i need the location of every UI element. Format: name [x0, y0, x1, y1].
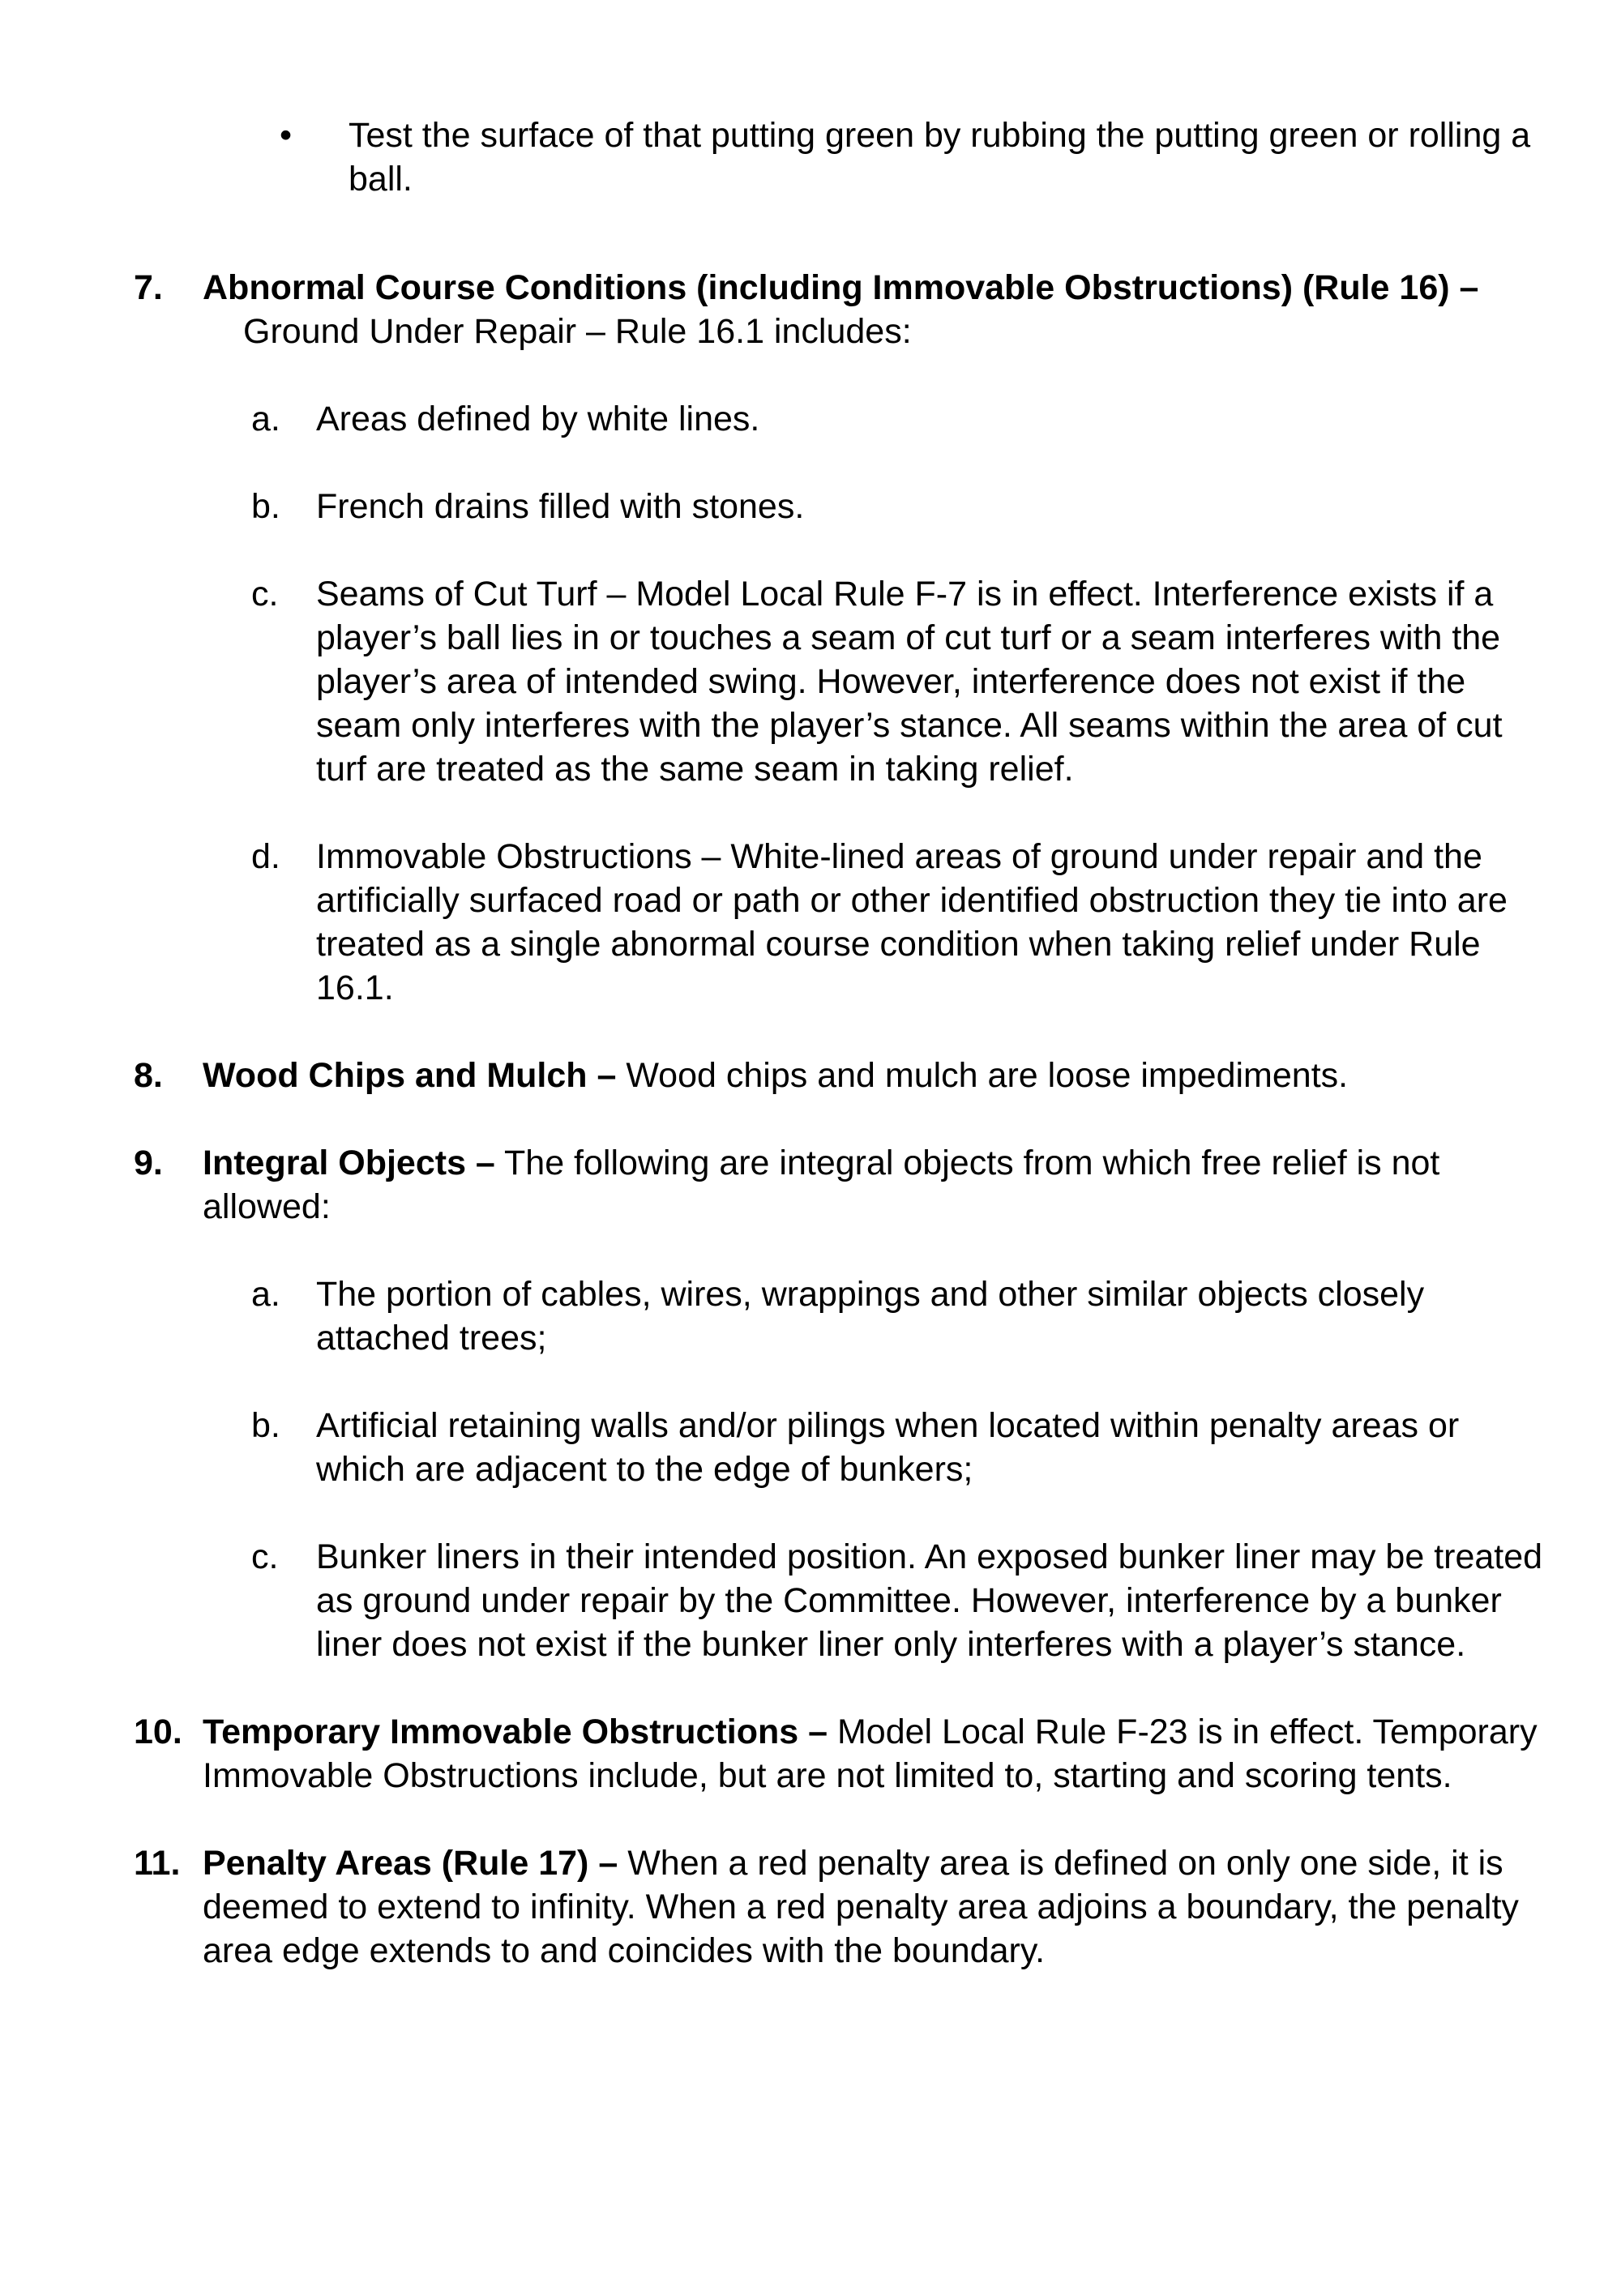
- list-item-7: [0, 266, 1621, 1010]
- subitem-letter: a.: [251, 400, 280, 438]
- subitem-text: French drains filled with stones.: [316, 487, 805, 526]
- bullet-text: Test the surface of that putting green by rubbing the putting green or rolling a ball.: [349, 116, 1531, 199]
- subitem-9c: [251, 1535, 1544, 1666]
- item-text: When a red penalty area is defined on only one side, it is deemed to extend to infinity. When a red penalty area adjoins a boundary, the penalty area edge extends to and coincides with the boundary.: [203, 1844, 1519, 1970]
- item-text: Wood chips and mulch are loose impediments.: [626, 1056, 1349, 1095]
- subitem-9a: [251, 1272, 1544, 1360]
- item-paragraph: [203, 1141, 1544, 1229]
- item-title: Wood Chips and Mulch –: [203, 1056, 617, 1095]
- item-number: 8.: [134, 1056, 163, 1095]
- item-content: [203, 1054, 1544, 1097]
- subitem-letter: d.: [251, 837, 280, 876]
- list-item-9: [0, 1141, 1621, 1666]
- item-number: 7.: [134, 268, 163, 307]
- item-title: Abnormal Course Conditions (including Immovable Obstructions) (Rule 16) –: [203, 268, 1479, 307]
- subitem-letter: b.: [251, 1406, 280, 1445]
- item-number: 10.: [134, 1712, 182, 1751]
- bullet-item: [0, 113, 1621, 201]
- item-content: [203, 1710, 1544, 1798]
- subitem-7b: [251, 485, 1544, 528]
- list-item-10: [0, 1710, 1621, 1798]
- subitem-text: Immovable Obstructions – White-lined areas of ground under repair and the artificially surfaced road or path or other identified obstruction they tie into are treated as a single abnormal course condition when taking relief under Rule 16.1.: [316, 837, 1508, 1007]
- bullet-icon: •: [280, 116, 293, 155]
- item-heading: [203, 266, 1544, 310]
- subitem-7a: [251, 397, 1544, 441]
- item-content: [203, 1841, 1544, 1973]
- item-title: Temporary Immovable Obstructions –: [203, 1712, 828, 1751]
- item-number: 11.: [134, 1844, 181, 1883]
- list-item-8: [0, 1054, 1621, 1097]
- item-text: The following are integral objects from which free relief is not allowed:: [203, 1144, 1440, 1226]
- item-content: [203, 1141, 1544, 1666]
- subitem-text: Artificial retaining walls and/or pilings when located within penalty areas or which are adjacent to the edge of bunkers;: [316, 1406, 1460, 1489]
- item-paragraph: [203, 1841, 1544, 1973]
- subitem-letter: b.: [251, 487, 280, 526]
- item-paragraph: [203, 1710, 1544, 1798]
- item-subtitle: Ground Under Repair – Rule 16.1 includes:: [243, 312, 912, 351]
- subitem-text: The portion of cables, wires, wrappings and other similar objects closely attached trees;: [316, 1275, 1425, 1358]
- item-title: Penalty Areas (Rule 17) –: [203, 1844, 618, 1883]
- item-text: Model Local Rule F-23 is in effect. Temporary Immovable Obstructions include, but are not limited to, starting and scoring tents.: [203, 1712, 1538, 1795]
- subitem-letter: c.: [251, 575, 279, 614]
- item-content: [203, 266, 1544, 1010]
- item-paragraph: [203, 1054, 1544, 1097]
- subitem-7d: [251, 835, 1544, 1010]
- item-title: Integral Objects –: [203, 1144, 495, 1182]
- subitem-7c: [251, 572, 1544, 791]
- item-number: 9.: [134, 1144, 163, 1182]
- subitem-text: Areas defined by white lines.: [316, 400, 760, 438]
- subitem-text: Bunker liners in their intended position. An exposed bunker liner may be treated as ground under repair by the Committee. However, interference by a bunker liner does not exist if the bunker liner only interferes with a player’s stance.: [316, 1537, 1543, 1664]
- subitem-letter: c.: [251, 1537, 279, 1576]
- subitem-letter: a.: [251, 1275, 280, 1314]
- list-item-11: [0, 1841, 1621, 1973]
- subitem-9b: [251, 1404, 1544, 1491]
- subitem-text: Seams of Cut Turf – Model Local Rule F-7 is in effect. Interference exists if a player’s ball lies in or touches a seam of cut turf or a seam interferes with the player’s area of intended swing. However, interference does not exist if the seam only interferes with the player’s stance. All seams within the area of cut turf are treated as the same seam in taking relief.: [316, 575, 1503, 789]
